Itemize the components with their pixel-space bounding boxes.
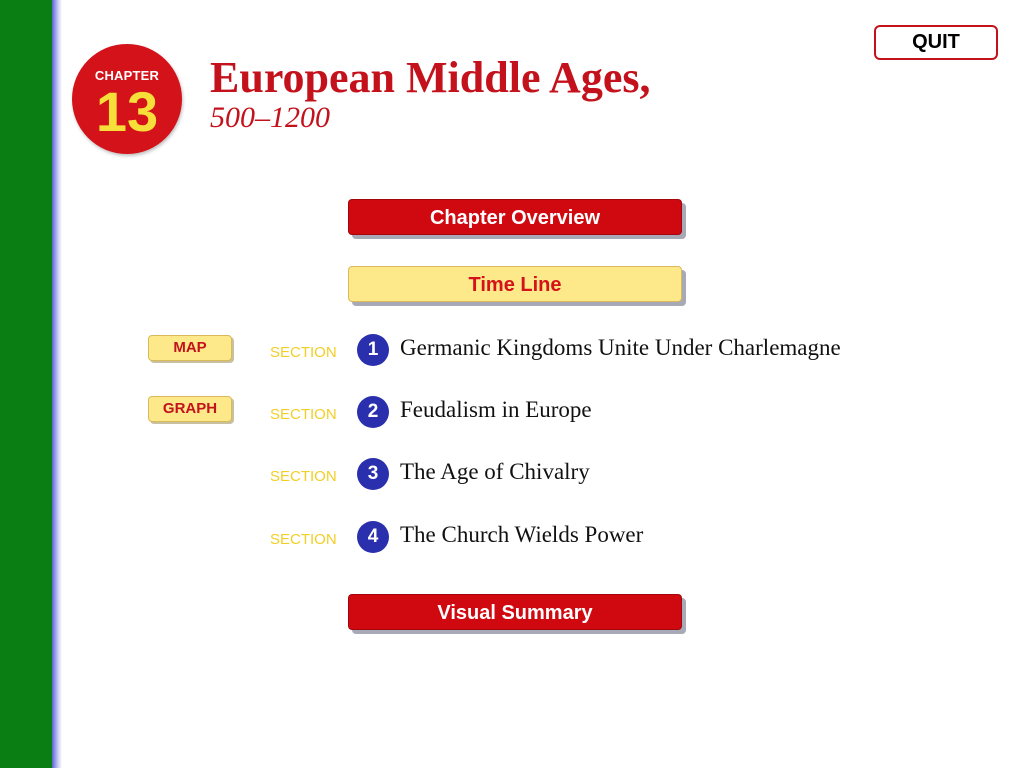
section-title: Germanic Kingdoms Unite Under Charlemagne <box>400 335 841 360</box>
chapter-number: 13 <box>95 80 159 143</box>
section-label: SECTION <box>270 344 337 361</box>
graph-button[interactable]: GRAPH <box>148 396 232 422</box>
section-label: SECTION <box>270 531 337 548</box>
quit-button[interactable]: QUIT <box>874 25 998 60</box>
sidebar-gradient-edge <box>52 0 62 768</box>
section-title: The Age of Chivalry <box>400 459 590 484</box>
map-button[interactable]: MAP <box>148 335 232 361</box>
chapter-overview-button[interactable]: Chapter Overview <box>348 199 682 235</box>
section-number-badge: 4 <box>357 521 389 553</box>
left-sidebar-band <box>0 0 52 768</box>
chapter-label: CHAPTER <box>94 68 160 83</box>
visual-summary-button[interactable]: Visual Summary <box>348 594 682 630</box>
section-number-badge: 1 <box>357 334 389 366</box>
page-subtitle: 500–1200 <box>210 101 330 134</box>
section-label: SECTION <box>270 468 337 485</box>
section-title: The Church Wields Power <box>400 522 644 547</box>
section-label: SECTION <box>270 406 337 423</box>
page-title: European Middle Ages, <box>210 53 651 102</box>
section-number-badge: 3 <box>357 458 389 490</box>
section-number-badge: 2 <box>357 396 389 428</box>
section-title: Feudalism in Europe <box>400 397 592 422</box>
time-line-button[interactable]: Time Line <box>348 266 682 302</box>
chapter-badge <box>72 44 182 154</box>
